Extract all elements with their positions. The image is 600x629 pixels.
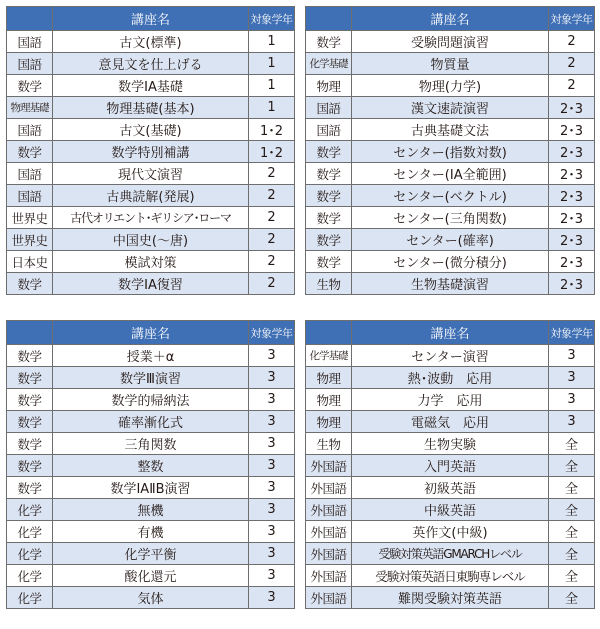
subject-cell: 数学 [306,141,352,163]
subject-cell: 外国語 [306,521,352,543]
grade-cell: 2 [249,251,295,273]
table-row [306,543,595,565]
header-row [306,7,595,31]
table-row [7,477,295,499]
course-cell: 授業＋α [53,345,249,367]
course-cell: 生物基礎演習 [352,273,549,295]
subject-cell: 数学 [306,207,352,229]
course-cell: 物理(力学) [352,75,549,97]
grade-cell: 3 [249,499,295,521]
course-cell: 数学特別補講 [53,141,249,163]
table-row [306,251,595,273]
header-grade: 対象学年 [249,321,295,345]
table-row [306,477,595,499]
course-cell: 数学ⅠA基礎 [53,75,249,97]
course-cell: 熱･波動 応用 [352,367,549,389]
table-row [7,119,295,141]
table-row [306,31,595,53]
grade-cell: 2 [249,273,295,295]
course-cell: センター(ベクトル) [352,185,549,207]
subject-cell: 物理基礎 [7,97,53,119]
course-cell: 受験対策英語GMARCHレベル [352,543,549,565]
header-row [7,7,295,31]
table-row [306,141,595,163]
grade-cell: 全 [549,587,595,609]
table-row [7,411,295,433]
course-cell: 現代文演習 [53,163,249,185]
course-cell: 模試対策 [53,251,249,273]
grade-cell: 2･3 [549,97,595,119]
course-cell: 力学 応用 [352,389,549,411]
grade-cell: 2 [249,163,295,185]
table-row [7,587,295,609]
grade-cell: 全 [549,455,595,477]
table-row [7,97,295,119]
subject-cell: 数学 [7,273,53,295]
header-subject [7,7,53,31]
grade-cell: 3 [549,367,595,389]
grade-cell: 全 [549,499,595,521]
subject-cell: 外国語 [306,587,352,609]
grade-cell: 2 [249,229,295,251]
table-row [306,389,595,411]
grade-cell: 2･3 [549,251,595,273]
subject-cell: 国語 [7,53,53,75]
course-cell: 入門英語 [352,455,549,477]
course-cell: 三角関数 [53,433,249,455]
table-row [306,97,595,119]
subject-cell: 物理 [306,75,352,97]
table-body [306,31,595,295]
subject-cell: 国語 [306,119,352,141]
course-cell: センター演習 [352,345,549,367]
grade-cell: 3 [249,455,295,477]
table-row [306,273,595,295]
course-cell: 初級英語 [352,477,549,499]
table-row [306,53,595,75]
grade-cell: 全 [549,433,595,455]
course-cell: 無機 [53,499,249,521]
table-row [306,433,595,455]
course-cell: 中国史(〜唐) [53,229,249,251]
course-cell: 英作文(中級) [352,521,549,543]
course-table-3 [6,320,295,609]
course-cell: 化学平衡 [53,543,249,565]
course-cell: 生物実験 [352,433,549,455]
table-row [306,207,595,229]
table-row [306,521,595,543]
subject-cell: 化学 [7,521,53,543]
subject-cell: 生物 [306,273,352,295]
table-body [306,345,595,609]
grade-cell: 3 [249,565,295,587]
table-row [306,587,595,609]
table-row [7,185,295,207]
course-cell: 有機 [53,521,249,543]
grade-cell: 3 [249,587,295,609]
grade-cell: 2 [249,207,295,229]
course-cell: 中級英語 [352,499,549,521]
header-subject [7,321,53,345]
header-row [306,321,595,345]
table-row [7,521,295,543]
course-cell: 難関受験対策英語 [352,587,549,609]
subject-cell: 数学 [306,251,352,273]
grade-cell: 3 [249,433,295,455]
table-row [306,345,595,367]
header-grade: 対象学年 [549,7,595,31]
table-row [306,499,595,521]
subject-cell: 外国語 [306,499,352,521]
subject-cell: 数学 [7,75,53,97]
course-cell: 整数 [53,455,249,477]
grade-cell: 1 [249,97,295,119]
table-row [7,543,295,565]
subject-cell: 数学 [7,411,53,433]
course-cell: センター(微分積分) [352,251,549,273]
table-row [7,31,295,53]
grade-cell: 3 [249,411,295,433]
course-cell: 気体 [53,587,249,609]
subject-cell: 世界史 [7,207,53,229]
course-cell: 漢文速読演習 [352,97,549,119]
table-row [7,53,295,75]
course-cell: 物理基礎(基本) [53,97,249,119]
grade-cell: 1･2 [249,141,295,163]
header-subject [306,321,352,345]
header-course: 講座名 [352,321,549,345]
header-grade: 対象学年 [249,7,295,31]
course-cell: センター(指数対数) [352,141,549,163]
grade-cell: 3 [249,543,295,565]
table-row [7,163,295,185]
course-cell: センター(三角関数) [352,207,549,229]
grade-cell: 2･3 [549,141,595,163]
table-row [7,367,295,389]
header-course: 講座名 [352,7,549,31]
subject-cell: 数学 [7,389,53,411]
course-cell: 古典基礎文法 [352,119,549,141]
grade-cell: 1 [249,31,295,53]
table-row [306,119,595,141]
grade-cell: 2 [549,31,595,53]
table-row [7,565,295,587]
grade-cell: 1 [249,75,295,97]
table-row [7,273,295,295]
course-cell: 受験対策英語日東駒専レベル [352,565,549,587]
course-cell: 物質量 [352,53,549,75]
table-row [7,345,295,367]
grade-cell: 3 [249,367,295,389]
header-course: 講座名 [53,7,249,31]
grade-cell: 2･3 [549,185,595,207]
table-row [7,75,295,97]
header-grade: 対象学年 [549,321,595,345]
table-body [7,345,295,609]
course-cell: 電磁気 応用 [352,411,549,433]
subject-cell: 化学 [7,499,53,521]
subject-cell: 外国語 [306,565,352,587]
course-cell: 酸化還元 [53,565,249,587]
subject-cell: 数学 [7,455,53,477]
grade-cell: 3 [249,521,295,543]
table-row [306,411,595,433]
subject-cell: 物理 [306,389,352,411]
course-cell: 数学Ⅲ演習 [53,367,249,389]
grade-cell: 3 [549,345,595,367]
grade-cell: 2 [549,75,595,97]
table-body [7,31,295,295]
subject-cell: 数学 [306,163,352,185]
table-row [306,565,595,587]
subject-cell: 国語 [7,31,53,53]
table-row [7,433,295,455]
header-row [7,321,295,345]
course-table-4 [305,320,595,609]
table-row [306,75,595,97]
grade-cell: 3 [549,411,595,433]
course-cell: 古典読解(発展) [53,185,249,207]
table-row [7,499,295,521]
subject-cell: 数学 [306,31,352,53]
subject-cell: 化学基礎 [306,53,352,75]
grade-cell: 2･3 [549,207,595,229]
subject-cell: 生物 [306,433,352,455]
course-cell: 数学ⅠA復習 [53,273,249,295]
table-row [7,207,295,229]
grade-cell: 1･2 [249,119,295,141]
subject-cell: 数学 [7,433,53,455]
course-cell: 古代オリエント･ギリシア･ローマ [53,207,249,229]
course-cell: 数学的帰納法 [53,389,249,411]
table-row [306,229,595,251]
grade-cell: 2 [549,53,595,75]
header-subject [306,7,352,31]
subject-cell: 世界史 [7,229,53,251]
grade-cell: 2･3 [549,119,595,141]
grade-cell: 3 [249,345,295,367]
subject-cell: 物理 [306,411,352,433]
grade-cell: 3 [549,389,595,411]
subject-cell: 数学 [306,229,352,251]
course-cell: 数学ⅠAⅡB演習 [53,477,249,499]
course-cell: 意見文を仕上げる [53,53,249,75]
course-cell: 受験問題演習 [352,31,549,53]
table-row [7,229,295,251]
subject-cell: 国語 [7,119,53,141]
table-row [7,141,295,163]
subject-cell: 国語 [7,163,53,185]
course-table-1 [6,6,295,295]
table-row [306,455,595,477]
grade-cell: 2･3 [549,273,595,295]
grade-cell: 2 [249,185,295,207]
subject-cell: 国語 [7,185,53,207]
subject-cell: 数学 [7,477,53,499]
grade-cell: 3 [249,389,295,411]
header-course: 講座名 [53,321,249,345]
course-cell: センター(ⅠA全範囲) [352,163,549,185]
subject-cell: 化学 [7,587,53,609]
subject-cell: 日本史 [7,251,53,273]
subject-cell: 化学 [7,543,53,565]
grade-cell: 1 [249,53,295,75]
grade-cell: 全 [549,477,595,499]
course-cell: 確率漸化式 [53,411,249,433]
course-cell: センター(確率) [352,229,549,251]
grade-cell: 2･3 [549,163,595,185]
grade-cell: 全 [549,543,595,565]
table-row [7,389,295,411]
table-row [7,251,295,273]
course-cell: 古文(基礎) [53,119,249,141]
subject-cell: 数学 [7,367,53,389]
subject-cell: 外国語 [306,477,352,499]
table-row [306,185,595,207]
subject-cell: 化学基礎 [306,345,352,367]
table-row [7,455,295,477]
grade-cell: 2･3 [549,229,595,251]
course-table-2 [305,6,595,295]
grade-cell: 全 [549,565,595,587]
grade-cell: 全 [549,521,595,543]
table-row [306,367,595,389]
subject-cell: 化学 [7,565,53,587]
subject-cell: 数学 [7,345,53,367]
course-cell: 古文(標準) [53,31,249,53]
subject-cell: 国語 [306,97,352,119]
table-row [306,163,595,185]
subject-cell: 数学 [306,185,352,207]
subject-cell: 外国語 [306,455,352,477]
subject-cell: 外国語 [306,543,352,565]
subject-cell: 数学 [7,141,53,163]
grade-cell: 3 [249,477,295,499]
subject-cell: 物理 [306,367,352,389]
